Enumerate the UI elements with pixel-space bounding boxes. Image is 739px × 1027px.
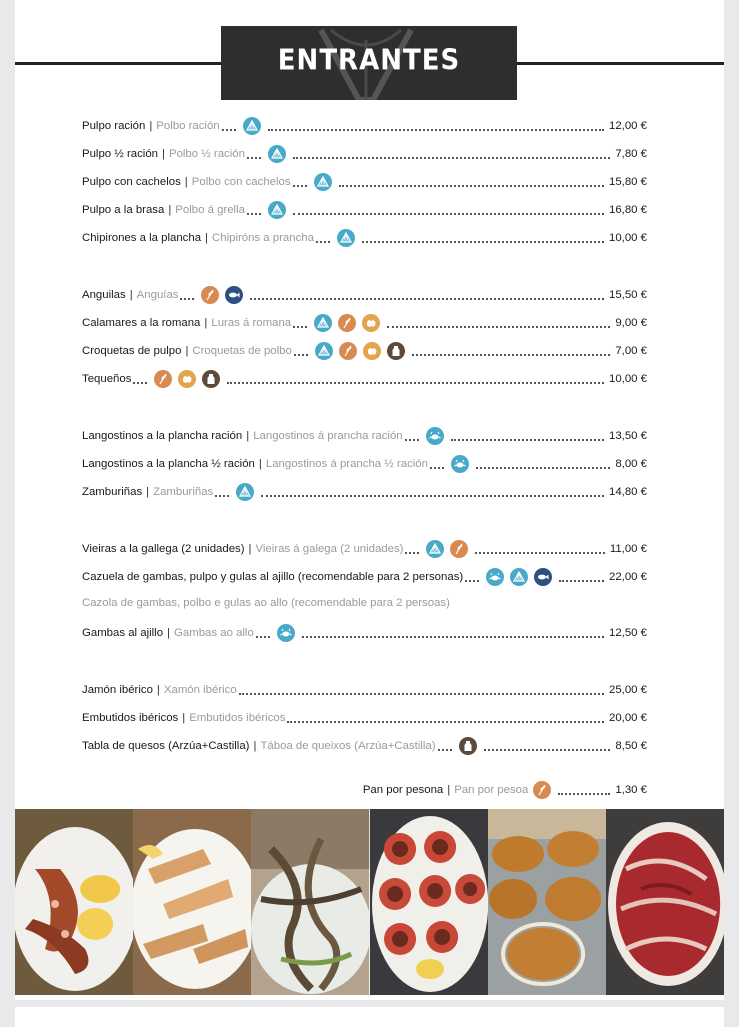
gluten-icon (154, 370, 172, 388)
crustacean-icon (451, 455, 469, 473)
item-separator: | (156, 684, 160, 696)
shellfish-icon (268, 201, 286, 219)
item-allergens (240, 117, 264, 135)
item-separator: | (149, 120, 153, 132)
item-allergens (151, 370, 223, 388)
iberian-ham-photo (606, 809, 724, 995)
item-leader-dots (268, 117, 604, 131)
item-name: Pulpo con cachelos (82, 176, 181, 188)
item-price: 16,80 € (608, 204, 647, 216)
item-name: Jamón ibérico (82, 684, 153, 696)
shellfish-icon (426, 540, 444, 558)
item-allergens (265, 145, 289, 163)
item-price: 15,80 € (608, 176, 647, 188)
item-leader-dots (180, 286, 194, 300)
item-galician-name: Croquetas de polbo (192, 345, 292, 357)
item-separator: | (146, 486, 150, 498)
shellfish-icon (315, 342, 333, 360)
item-leader-dots (256, 624, 270, 638)
item-leader-dots (465, 568, 479, 582)
item-galician-name: Langostinos á prancha ración (253, 430, 403, 442)
menu-item-row (82, 483, 647, 501)
item-allergens (423, 427, 447, 445)
item-separator: | (182, 712, 186, 724)
item-leader-dots (362, 229, 604, 243)
item-galician-name: Polbo ½ ración (168, 148, 245, 160)
gluten-icon (533, 781, 551, 799)
item-separator: | (185, 345, 189, 357)
item-name: Cazuela de gambas, pulpo y gulas al ajillo (recomendable para 2 personas) (82, 571, 464, 583)
item-leader-dots (293, 314, 307, 328)
item-name: Croquetas de pulpo (82, 345, 182, 357)
item-separator: | (129, 289, 133, 301)
item-leader-dots (293, 145, 610, 159)
item-leader-dots (261, 483, 604, 497)
item-separator: | (162, 148, 165, 160)
item-leader-dots (412, 342, 610, 356)
item-separator: | (204, 317, 208, 329)
item-leader-dots (294, 342, 308, 356)
item-separator: | (168, 204, 172, 216)
item-price: 25,00 € (608, 684, 647, 696)
menu-item-row (82, 117, 647, 135)
item-name: Pulpo a la brasa (82, 204, 165, 216)
item-name: Zamburiñas (82, 486, 143, 498)
item-leader-dots (451, 427, 604, 441)
item-galician-name: Chipiróns a prancha (212, 232, 314, 244)
item-name: Vieiras a la gallega (2 unidades) (82, 543, 245, 555)
menu-item-row (82, 709, 647, 727)
item-name: Langostinos a la plancha ración (82, 430, 243, 442)
dairy-icon (387, 342, 405, 360)
next-page-edge (15, 1007, 724, 1027)
shellfish-icon (337, 229, 355, 247)
menu-item-row (82, 681, 647, 699)
shellfish-icon (268, 145, 286, 163)
crustacean-icon (426, 427, 444, 445)
item-name: Calamares a la romana (82, 317, 201, 329)
item-leader-dots (293, 201, 604, 215)
item-galician-name: Táboa de queixos (Arzúa+Castilla) (260, 740, 436, 752)
section-banner (221, 26, 517, 100)
item-galician-name: Luras á romana (211, 317, 292, 329)
item-galician-name: Langostinos á prancha ½ ración (265, 458, 428, 470)
item-leader-dots (430, 455, 444, 469)
item-price: 10,00 € (608, 232, 647, 244)
item-allergens (312, 342, 408, 360)
item-galician-name: Polbo ración (156, 120, 220, 132)
item-name: Pulpo ½ ración (82, 148, 158, 160)
item-allergens (311, 314, 383, 332)
item-price: 14,80 € (608, 486, 647, 498)
item-galician-name: Polbo con cachelos (191, 176, 291, 188)
item-galician-name: Polbo á grella (175, 204, 245, 216)
menu-item-row (82, 624, 647, 642)
item-leader-dots (316, 229, 330, 243)
shellfish-icon (314, 173, 332, 191)
item-allergens (198, 286, 246, 304)
bread-price: 1,30 € (615, 784, 647, 796)
item-price: 8,00 € (615, 458, 647, 470)
item-leader-dots (239, 681, 604, 695)
item-galician-name: Anguías (136, 289, 179, 301)
menu-page (15, 0, 724, 1000)
item-leader-dots (475, 540, 604, 554)
item-galician-name: Vieiras á galega (2 unidades) (255, 543, 404, 555)
shellfish-icon (314, 314, 332, 332)
item-name: Embutidos ibéricos (82, 712, 179, 724)
dairy-icon (459, 737, 477, 755)
item-price: 12,00 € (608, 120, 647, 132)
menu-item-row (82, 342, 647, 360)
menu-item-row (82, 427, 647, 445)
bread-dots (558, 781, 610, 795)
item-separator: | (248, 543, 252, 555)
item-price: 20,00 € (608, 712, 647, 724)
item-name: Gambas al ajillo (82, 627, 164, 639)
bread-allergens (530, 781, 554, 799)
item-name: Pulpo ración (82, 120, 146, 132)
bread-name: Pan por pesona (362, 784, 444, 796)
item-price: 9,00 € (615, 317, 647, 329)
item-price: 7,00 € (615, 345, 647, 357)
item-leader-dots (476, 455, 610, 469)
item-separator: | (253, 740, 257, 752)
item-leader-dots (215, 483, 229, 497)
fish-icon (225, 286, 243, 304)
item-allergens (483, 568, 555, 586)
squid-photo (133, 809, 251, 995)
section-title: ENTRANTES (277, 44, 461, 78)
item-leader-dots (484, 737, 611, 751)
item-price: 22,00 € (608, 571, 647, 583)
item-leader-dots (302, 624, 604, 638)
photo-strip (15, 809, 724, 995)
item-allergens (456, 737, 480, 755)
menu-item-row (82, 540, 647, 558)
item-price: 12,50 € (608, 627, 647, 639)
item-separator: | (167, 627, 171, 639)
item-allergens (274, 624, 298, 642)
item-leader-dots (133, 370, 147, 384)
gluten-icon (338, 314, 356, 332)
item-price: 11,00 € (609, 543, 647, 555)
item-leader-dots (438, 737, 452, 751)
eels-photo (251, 809, 369, 995)
item-separator: | (258, 458, 262, 470)
item-leader-dots (405, 540, 419, 554)
menu-item-row (82, 737, 647, 755)
item-leader-dots (559, 568, 604, 582)
item-leader-dots (287, 709, 604, 723)
crustacean-icon (277, 624, 295, 642)
item-leader-dots (293, 173, 307, 187)
item-leader-dots (405, 427, 419, 441)
item-separator: | (246, 430, 250, 442)
menu-item-row (82, 314, 647, 332)
bread-separator: | (447, 784, 451, 796)
item-leader-dots (227, 370, 604, 384)
scallops-photo (370, 809, 488, 995)
item-name: Tabla de quesos (Arzúa+Castilla) (82, 740, 250, 752)
item-allergens (448, 455, 472, 473)
item-allergens (265, 201, 289, 219)
item-separator: | (184, 176, 188, 188)
shellfish-icon (510, 568, 528, 586)
item-name: Chipirones a la plancha (82, 232, 202, 244)
menu-item-row (82, 145, 647, 163)
item-leader-dots (250, 286, 604, 300)
fish-icon (534, 568, 552, 586)
item-name: Anguilas (82, 289, 126, 301)
item-galician-name: Gambas ao allo (174, 627, 254, 639)
menu-item-row (82, 286, 647, 304)
item-price: 13,50 € (608, 430, 647, 442)
item-price: 15,50 € (608, 289, 647, 301)
item-galician-name: Embutidos ibéricos (189, 712, 286, 724)
header-rule-left (15, 62, 221, 65)
shellfish-icon (236, 483, 254, 501)
item-price: 8,50 € (615, 740, 647, 752)
menu-item-row (82, 455, 647, 473)
item-price: 10,00 € (608, 373, 647, 385)
item-galician-name: Zamburiñas (153, 486, 214, 498)
item-price: 7,80 € (615, 148, 647, 160)
item-leader-dots (387, 314, 610, 328)
bread-galician-name: Pan por pesoa (454, 784, 529, 796)
menu-item-row (82, 201, 647, 219)
item-allergens (334, 229, 358, 247)
menu-item-row (82, 173, 647, 191)
gluten-icon (339, 342, 357, 360)
egg-icon (178, 370, 196, 388)
cazuela-galician-note: Cazola de gambas, polbo e gulas ao allo (recomendable para 2 persoas) (82, 597, 450, 609)
item-separator: | (205, 232, 209, 244)
item-name: Langostinos a la plancha ½ ración (82, 458, 255, 470)
item-allergens (311, 173, 335, 191)
gratin-scallops-photo (488, 809, 606, 995)
crustacean-icon (486, 568, 504, 586)
shellfish-icon (243, 117, 261, 135)
header-rule-right (517, 62, 724, 65)
item-name: Tequeños (82, 373, 132, 385)
gluten-icon (201, 286, 219, 304)
gluten-icon (450, 540, 468, 558)
menu-item-row (82, 229, 647, 247)
egg-icon (362, 314, 380, 332)
item-leader-dots (247, 201, 261, 215)
egg-icon (363, 342, 381, 360)
dairy-icon (202, 370, 220, 388)
item-leader-dots (247, 145, 261, 159)
menu-item-row (82, 568, 647, 586)
item-galician-name: Xamón ibérico (163, 684, 237, 696)
item-leader-dots (222, 117, 236, 131)
item-leader-dots (339, 173, 604, 187)
item-allergens (233, 483, 257, 501)
bread-row (82, 781, 647, 799)
grilled-octopus-photo (15, 809, 133, 995)
item-allergens (423, 540, 471, 558)
menu-item-row (82, 370, 647, 388)
